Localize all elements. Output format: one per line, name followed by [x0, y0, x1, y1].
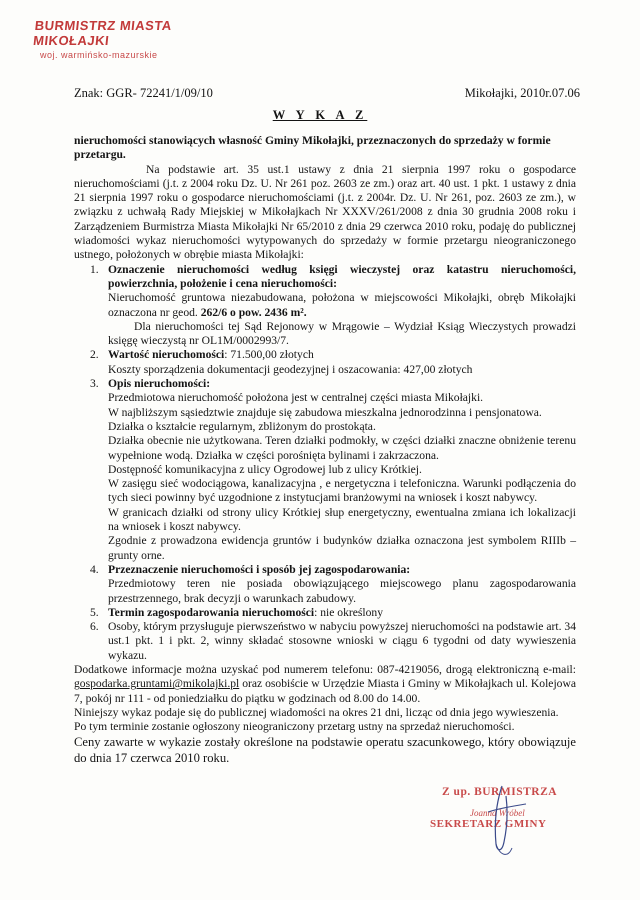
document-body: [74, 134, 576, 766]
signature-line-role: SEKRETARZ GMINY: [430, 818, 547, 830]
item-heading: Przeznaczenie nieruchomości i sposób jej zagospodarowania:: [108, 562, 411, 576]
reference-number: Znak: GGR- 72241/1/09/10: [74, 86, 213, 100]
item-text: W najbliższym sąsiedztwie znajduje się zabudowa mieszkalna jednorodzinna i pensjonatowa.: [108, 405, 542, 419]
item-number: 2.: [90, 348, 99, 362]
parcel-number: 262/6 o pow. 2436 m².: [200, 305, 307, 319]
item-value: : 71.500,00 złotych: [224, 348, 314, 362]
item-number: 3.: [90, 377, 99, 391]
item-heading-row: [108, 606, 576, 620]
contact-text: oraz osobiście w Urzędzie Miasta i Gminy w Mikołajkach ul. Kolejowa 7, pokój nr 111 - od poniedziałku do piątku w godzinach od 8.00 do 14.00.: [74, 677, 576, 705]
office-stamp: [34, 18, 224, 60]
stamp-title: BURMISTRZ MIASTA MIKOŁAJKI: [32, 18, 173, 48]
item-heading: Termin zagospodarowania nieruchomości: [108, 605, 315, 619]
item-text: W zasięgu sieć wodociągowa, kanalizacyjna , e nergetyczna i telefoniczna. Warunki podłączenia do tych sieci powinny być uzgodnione z instytucjami branżowymi na wniosek i koszt nabywcy.: [108, 477, 576, 505]
item-text: Przedmiotowa nieruchomość położona jest w centralnej części miasta Mikołajki.: [108, 391, 484, 405]
signature-line-authority: Z up. BURMISTRZA: [442, 786, 558, 798]
item-text: Działka o kształcie regularnym, zbliżonym do prostokąta.: [108, 419, 376, 433]
intro-lead: nieruchomości stanowiących własność Gminy Mikołajki, przeznaczonych do sprzedaży w formie przetargu.: [74, 134, 551, 162]
item-text: Osoby, którym przysługuje pierwszeństwo w nabyciu powyższej nieruchomości na podstawie art. 34 ust.1 pkt. 1 i pkt. 2, winny składać stosowne wnioski w ciągu 6 tygodni od daty wywieszenia wykazu.: [108, 620, 576, 662]
item-text: Dostępność komunikacyjna z ulicy Ogrodowej lub z ulicy Krótkiej.: [108, 462, 422, 476]
intro-body: Na podstawie art. 35 ust.1 ustawy z dnia 21 sierpnia 1997 roku o gospodarce nieruchomościami (j.t. z 2004 roku Dz. U. Nr 261 poz. 2603 ze zm.) oraz art. 40 ust. 1 pkt. 1 ustawy z dnia 21 sierpnia 1997 roku o gospodarce nieruchomościami (j.t. z 2004r. Dz. U. Nr 261, poz. 2603 ze zm.), w związku z uchwałą Rady Miejskiej w Mikołajkach Nr XXXV/261/2008 z dnia 30 grudnia 2008 roku i Zarządzeniem Burmistrza Miasta Mikołajki Nr 65/2010 z dnia 29 czerwca 2010 roku, podaję do publicznej wiadomości wykaz nieruchomości wytypowanych do sprzedaży w formie przetargu nieograniczonego ustnego, położonych w obrębie miasta Mikołajki:: [74, 162, 576, 262]
list-item: [74, 620, 576, 663]
item-text: [108, 291, 576, 320]
item-text: Działka obecnie nie użytkowana. Teren działki podmokły, w części działki znaczne obniżenie terenu wypełnione wodą. Działka w części porośnięta bylinami i zakrzaczona.: [108, 434, 576, 462]
handwritten-signature: [430, 782, 590, 862]
item-heading: Wartość nieruchomości: [108, 348, 225, 362]
list-item: [74, 263, 576, 349]
item-heading-row: [108, 348, 576, 362]
signature-stamp: [430, 782, 590, 862]
item-number: 6.: [90, 620, 99, 634]
item-text-part: Nieruchomość gruntowa niezabudowana, położona w miejscowości Mikołajki, obręb Mikołajki oznaczona nr geod.: [108, 291, 576, 319]
place-date: Mikołajki, 2010r.07.06: [464, 86, 580, 100]
item-text: W granicach działki od strony ulicy Krótkiej słup energetyczny, ewentualna zmiana ich lokalizacji na wniosek i koszt nabywcy.: [108, 505, 576, 534]
items-list: [74, 263, 576, 663]
price-info: Ceny zawarte w wykazie zostały określone na podstawie operatu szacunkowego, który obowiązuje do dnia 17 czerwca 2010 roku.: [74, 735, 576, 766]
item-number: 4.: [90, 562, 99, 576]
email-link[interactable]: gospodarka.gruntami@mikolajki.pl: [74, 677, 240, 691]
list-item: [74, 606, 576, 620]
auction-info: Po tym terminie zostanie ogłoszony nieograniczony przetarg ustny na sprzedaż nieruchomości.: [74, 720, 515, 734]
item-number: 1.: [90, 262, 99, 276]
list-item: [74, 563, 576, 606]
stamp-subtitle: woj. warmińsko-mazurskie: [40, 50, 158, 60]
item-number: 5.: [90, 605, 99, 619]
contact-text: Dodatkowe informacje można uzyskać pod numerem telefonu: 087-4219056, drogą elektroniczną e-mail:: [74, 662, 576, 676]
item-text: Przedmiotowy teren nie posiada obowiązującego miejscowego planu zagospodarowania przestrzennego, brak decyzji o warunkach zabudowy.: [108, 577, 576, 605]
contact-info: [74, 663, 576, 706]
list-item: [74, 348, 576, 377]
list-item: [74, 377, 576, 563]
signature-name: Joanna Wróbel: [470, 808, 525, 818]
document-title: W Y K A Z: [272, 108, 368, 122]
item-text: Dla nieruchomości tej Sąd Rejonowy w Mrągowie – Wydział Ksiąg Wieczystych prowadzi księgę wieczystą nr OL1M/0002993/7.: [108, 319, 576, 348]
item-value: : nie określony: [314, 605, 384, 619]
item-text: Zgodnie z prowadzona ewidencja gruntów i budynków działka oznaczona jest symbolem RIIIb – grunty orne.: [108, 534, 576, 562]
posting-info: Niniejszy wykaz podaje się do publicznej wiadomości na okres 21 dni, licząc od dnia jego wywieszenia.: [74, 705, 559, 719]
item-text: Koszty sporządzenia dokumentacji geodezyjnej i oszacowania: 427,00 złotych: [108, 362, 473, 376]
item-heading: Opis nieruchomości:: [108, 377, 211, 391]
item-heading: Oznaczenie nieruchomości według księgi wieczystej oraz katastru nieruchomości, powierzchnia, położenie i cena nieruchomości:: [108, 262, 576, 290]
